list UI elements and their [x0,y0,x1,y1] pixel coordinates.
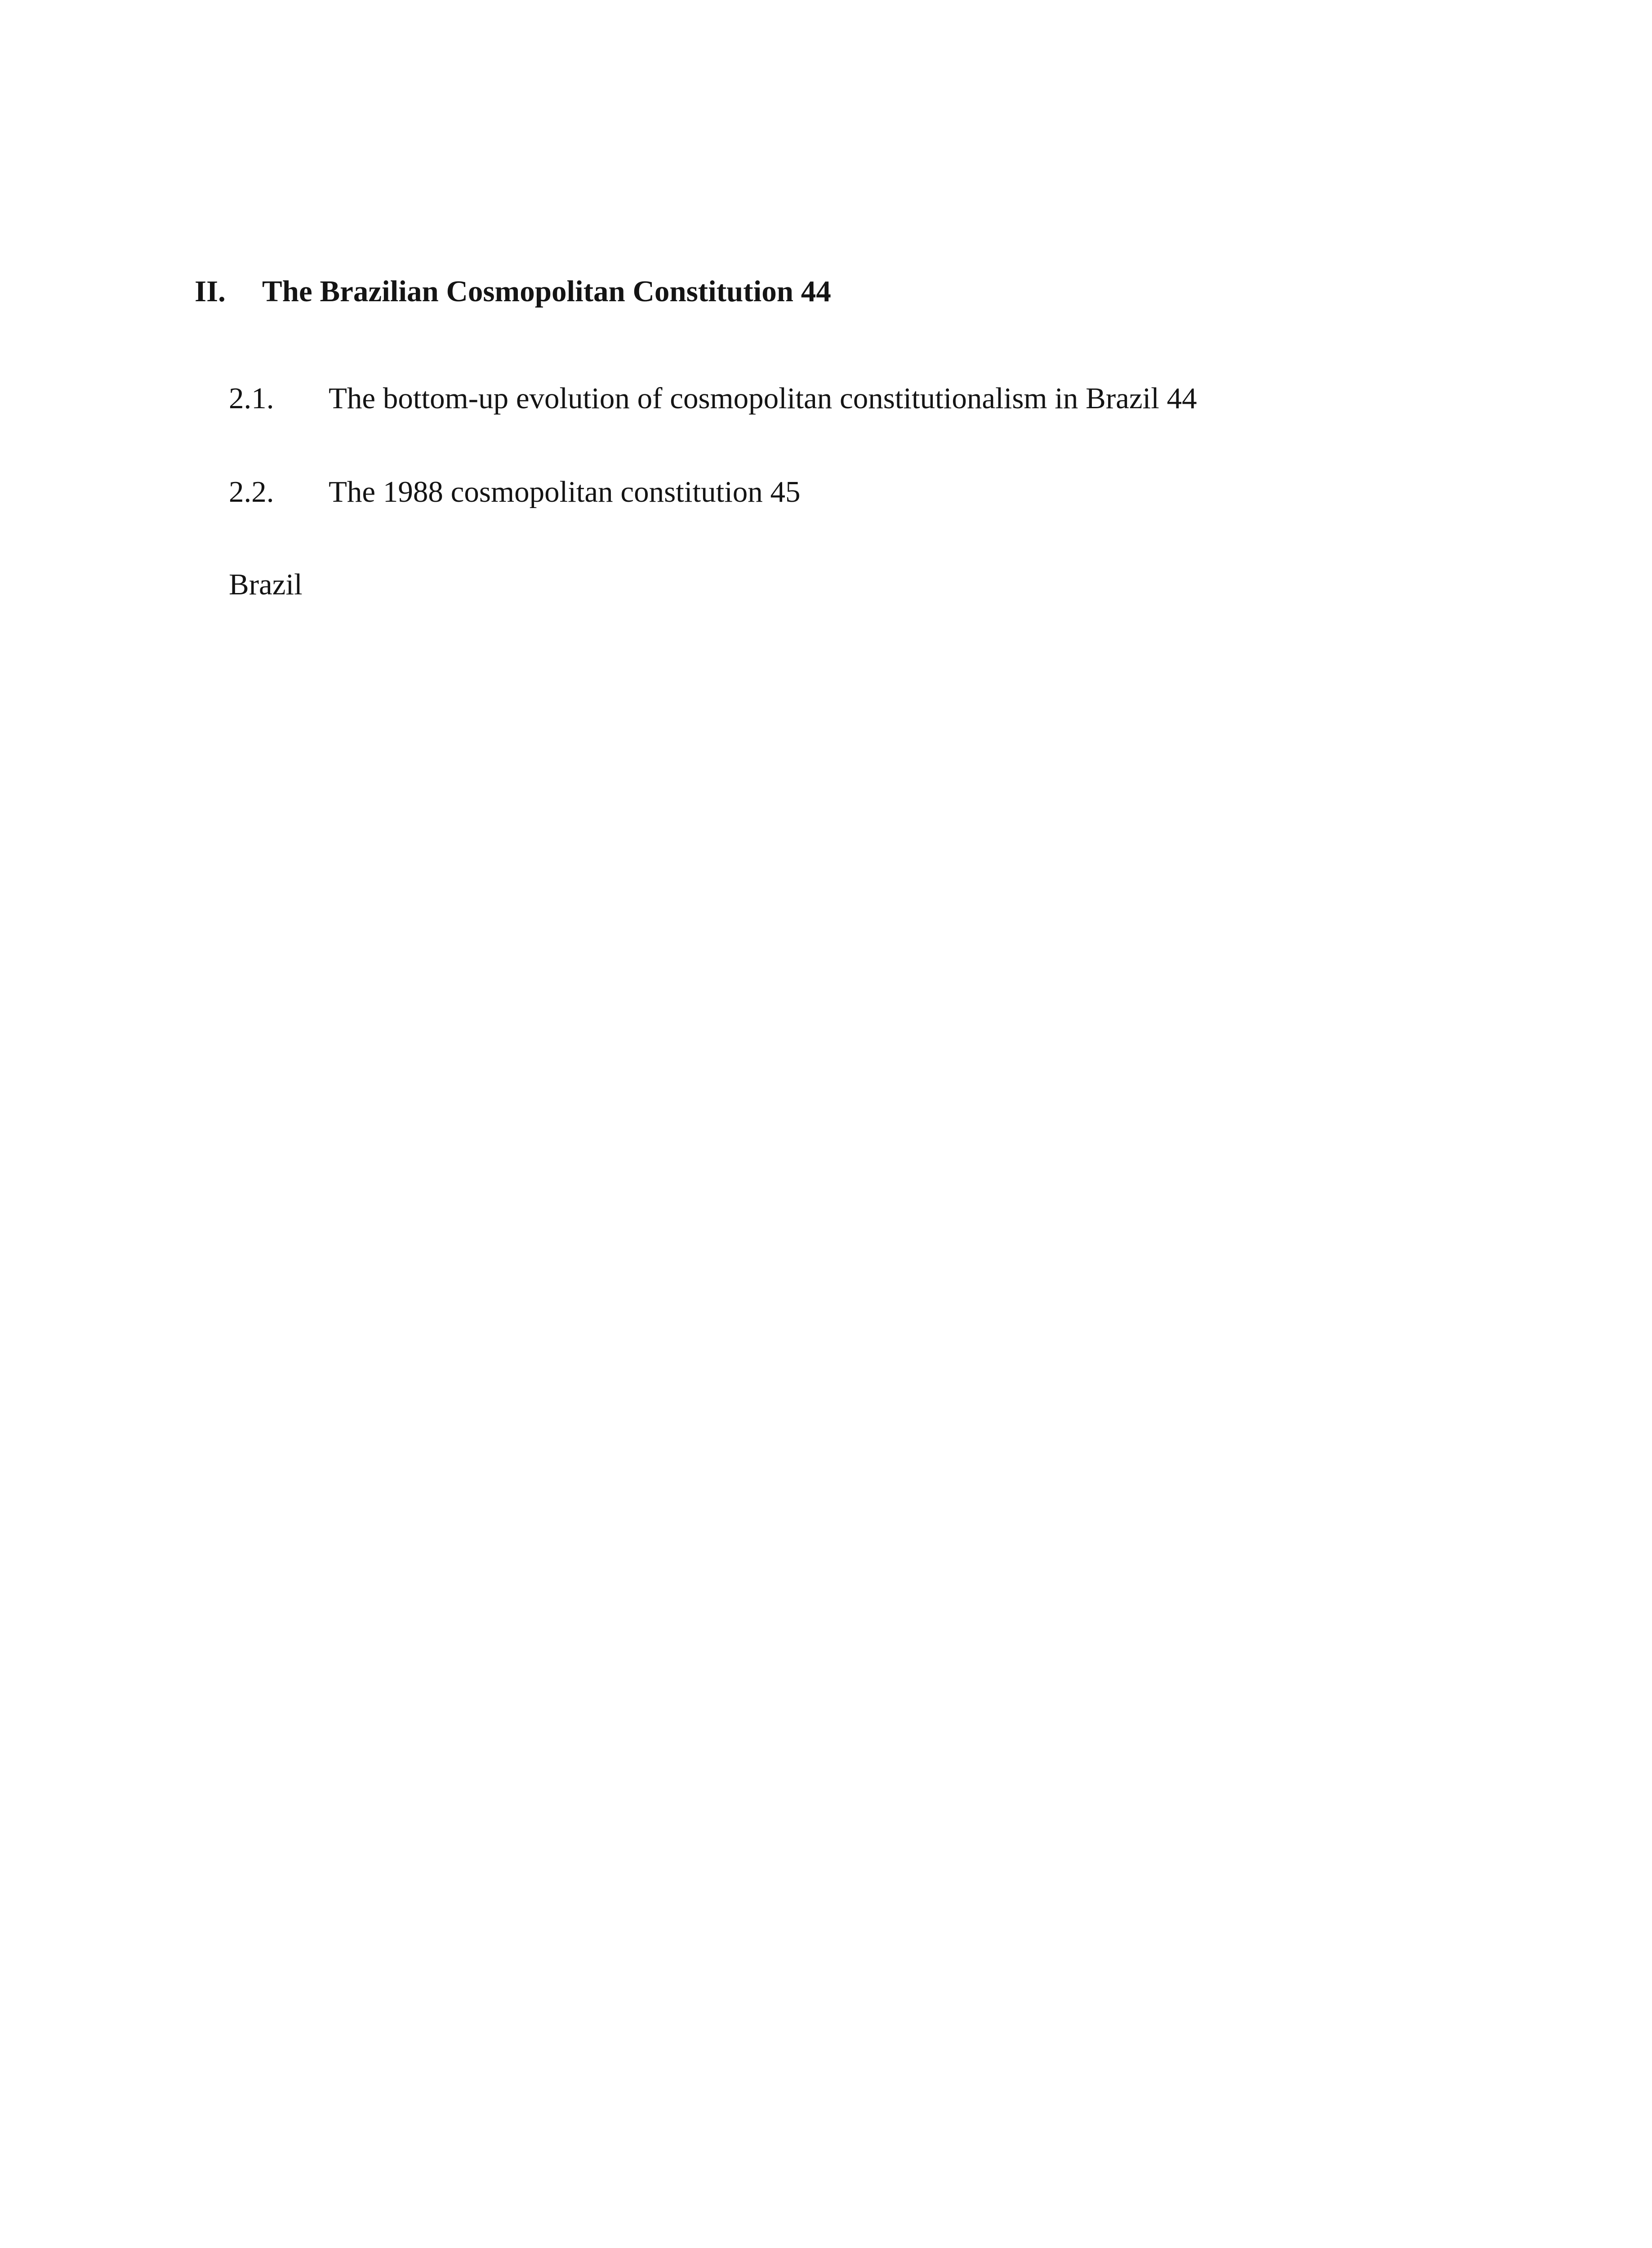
toc-text-justified [329,565,1444,604]
toc-number: Brazil [229,568,303,601]
toc-number: 2.1. [229,382,274,415]
toc-entry-2-3 [229,565,1444,604]
toc-entry-2-2 [229,473,801,511]
toc-text: The bottom-up evolution of cosmopolitan constitutionalism in Brazil 44 [329,382,1197,415]
toc-entry-2-1 [229,379,1197,418]
chapter-ii-number: II. [195,275,226,308]
toc-entry-line [229,565,1444,604]
chapter-ii-heading [195,272,831,311]
chapter-ii-title: The Brazilian Cosmopolitan Constitution 44 [262,275,831,308]
toc-text: The 1988 cosmopolitan constitution 45 [329,475,801,508]
toc-number: 2.2. [229,475,274,508]
